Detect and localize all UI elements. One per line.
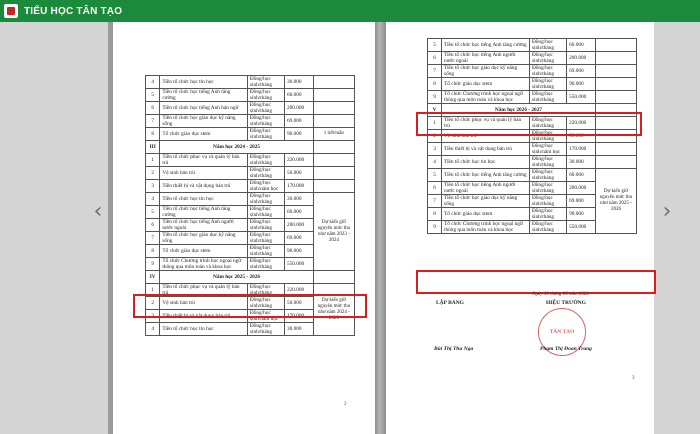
- row-number: 3: [146, 180, 160, 193]
- row-fee: 50.000: [567, 130, 596, 143]
- row-note: [313, 102, 354, 115]
- row-note: [595, 65, 636, 78]
- section-row: III Năm học 2024 - 2025: [146, 141, 355, 154]
- table-row: [146, 102, 355, 115]
- row-item: Tiền tổ chức học tiếng Anh người nước ngoài: [442, 182, 530, 195]
- row-unit: Đồng/học sinh/tháng: [529, 39, 566, 52]
- row-fee: 60.000: [567, 39, 596, 52]
- row-number: 6: [428, 52, 442, 65]
- row-item: Tổ chức Chương trình học ngoại ngữ thông qua môn toán và khoa học: [442, 221, 530, 234]
- row-number: 8: [428, 208, 442, 221]
- row-fee: 90.000: [284, 245, 313, 258]
- row-item: Tiền tổ chức học tiếng Anh người nước ngoài: [442, 52, 530, 65]
- row-number: 9: [428, 221, 442, 234]
- table-row: [428, 169, 637, 182]
- row-number: 3: [146, 310, 160, 323]
- row-item: Tiền tổ chức phục vụ và quản lý bán trú: [442, 117, 530, 130]
- row-note: [595, 52, 636, 65]
- principal-name: Phạm Thị Đoan Trang: [540, 346, 592, 352]
- table-row: [146, 154, 355, 167]
- table-row: [428, 39, 637, 52]
- highlight-box: [416, 112, 642, 136]
- row-unit: Đồng/học sinh/tháng: [247, 102, 284, 115]
- row-note: [595, 91, 636, 104]
- row-fee: 220.000: [284, 154, 313, 167]
- row-fee: 550.000: [567, 221, 596, 234]
- row-item: Vệ sinh bán trú: [442, 130, 530, 143]
- row-note: [313, 154, 354, 167]
- row-unit: Đồng/học sinh/tháng: [529, 169, 566, 182]
- row-unit: Đồng/học sinh/tháng: [529, 195, 566, 208]
- row-fee: 90.000: [567, 208, 596, 221]
- site-title[interactable]: TIỂU HỌC TÂN TẠO: [24, 5, 123, 17]
- row-note: 1 tiết/tuần: [313, 128, 354, 141]
- row-number: 5: [428, 39, 442, 52]
- row-number: 9: [146, 258, 160, 271]
- row-fee: 30.000: [284, 323, 313, 336]
- row-number: 4: [428, 156, 442, 169]
- row-item: Tổ chức giáo dục stem: [442, 78, 530, 91]
- row-item: Tổ chức Chương trình học ngoại ngữ thông qua môn toán và khoa học: [160, 258, 248, 271]
- preparer-title: LẬP BẢNG: [436, 300, 464, 306]
- site-header: [0, 0, 700, 22]
- row-unit: Đồng/học sinh/tháng: [529, 117, 566, 130]
- row-number: 8: [146, 245, 160, 258]
- row-fee: 50.000: [284, 297, 313, 310]
- row-number: 1: [428, 117, 442, 130]
- row-number: 2: [146, 297, 160, 310]
- row-number: 7: [146, 115, 160, 128]
- row-note: Dự kiến giữ nguyên mức thu như năm 2025 - 2026: [595, 169, 636, 234]
- highlight-box: [416, 270, 656, 294]
- row-item: Tiền tổ chức học tin học: [442, 156, 530, 169]
- table-row: [146, 167, 355, 180]
- row-unit: Đồng/học sinh/năm học: [247, 310, 284, 323]
- row-item: Vệ sinh bán trú: [160, 167, 248, 180]
- row-fee: 170.000: [284, 310, 313, 323]
- row-fee: 200.000: [284, 102, 313, 115]
- row-fee: 220.000: [284, 284, 313, 297]
- row-item: Vệ sinh bán trú: [160, 297, 248, 310]
- row-note: [595, 156, 636, 169]
- row-item: Tiền tổ chức phục vụ và quản lý bán trú: [160, 154, 248, 167]
- row-fee: 200.000: [284, 219, 313, 232]
- row-note: [313, 180, 354, 193]
- row-item: Tiền tổ chức học tiếng Anh bản ngữ: [160, 102, 248, 115]
- row-unit: Đồng/học sinh/tháng: [529, 130, 566, 143]
- table-row: [146, 128, 355, 141]
- row-fee: 50.000: [284, 167, 313, 180]
- row-number: 6: [146, 219, 160, 232]
- row-item: Tiền thiết bị và vật dụng bán trú: [442, 143, 530, 156]
- row-item: Tiền tổ chức học giáo dục kỹ năng sống: [442, 65, 530, 78]
- row-fee: 60.000: [284, 89, 313, 102]
- row-unit: Đồng/học sinh/tháng: [529, 182, 566, 195]
- row-unit: Đồng/học sinh/năm học: [529, 143, 566, 156]
- row-unit: Đồng/học sinh/tháng: [529, 156, 566, 169]
- row-unit: Đồng/học sinh/tháng: [247, 258, 284, 271]
- page-number: 2: [344, 402, 347, 407]
- row-number: 5: [146, 89, 160, 102]
- row-fee: 200.000: [567, 182, 596, 195]
- highlight-box: [133, 294, 367, 318]
- row-item: Tiền tổ chức học tin học: [160, 76, 248, 89]
- row-fee: 200.000: [567, 52, 596, 65]
- row-item: Tổ chức giáo dục stem: [160, 245, 248, 258]
- row-unit: Đồng/học sinh/tháng: [247, 128, 284, 141]
- row-fee: 69.000: [284, 115, 313, 128]
- row-number: 1: [146, 154, 160, 167]
- row-item: Tổ chức giáo dục stem: [160, 128, 248, 141]
- row-unit: Đồng/học sinh/tháng: [529, 221, 566, 234]
- row-fee: 30.000: [284, 193, 313, 206]
- table-row: [146, 193, 355, 206]
- fee-table-right: [427, 38, 637, 234]
- table-row: [146, 76, 355, 89]
- row-unit: Đồng/học sinh/tháng: [247, 167, 284, 180]
- row-item: Tiền tổ chức học tiếng Anh tăng cường: [160, 206, 248, 219]
- row-unit: Đồng/học sinh/tháng: [247, 232, 284, 245]
- signature-date: Ngày 30 tháng 06 năm 2024: [532, 292, 589, 297]
- principal-title: HIỆU TRƯỞNG: [546, 300, 586, 306]
- row-unit: Đồng/học sinh/tháng: [247, 154, 284, 167]
- official-stamp: TÂN TẠO: [538, 308, 586, 356]
- table-row: [146, 115, 355, 128]
- row-unit: Đồng/học sinh/tháng: [529, 208, 566, 221]
- row-fee: 220.000: [567, 117, 596, 130]
- table-row: [428, 65, 637, 78]
- row-number: 6: [428, 182, 442, 195]
- row-number: 7: [428, 65, 442, 78]
- row-number: 3: [428, 143, 442, 156]
- row-unit: Đồng/học sinh/tháng: [247, 245, 284, 258]
- row-fee: 30.000: [567, 156, 596, 169]
- row-item: Tiền tổ chức học tin học: [160, 323, 248, 336]
- row-unit: Đồng/học sinh/năm học: [247, 180, 284, 193]
- row-unit: Đồng/học sinh/tháng: [247, 115, 284, 128]
- section-row: V Năm học 2026 - 2027: [428, 104, 637, 117]
- chevron-right-icon[interactable]: ›: [662, 199, 672, 224]
- table-row: [146, 180, 355, 193]
- row-number: 7: [146, 232, 160, 245]
- section-row: IV Năm học 2025 - 2026: [146, 271, 355, 284]
- row-unit: Đồng/học sinh/tháng: [247, 76, 284, 89]
- chevron-left-icon[interactable]: ‹: [93, 199, 103, 224]
- table-row: [428, 52, 637, 65]
- row-number: 2: [146, 167, 160, 180]
- row-unit: Đồng/học sinh/tháng: [247, 323, 284, 336]
- row-note: [595, 39, 636, 52]
- row-unit: Đồng/học sinh/tháng: [247, 219, 284, 232]
- row-fee: 170.000: [567, 143, 596, 156]
- row-fee: 69.000: [567, 65, 596, 78]
- row-fee: 90.000: [567, 78, 596, 91]
- row-note: [595, 143, 636, 156]
- row-item: Tổ chức giáo dục stem: [442, 208, 530, 221]
- table-row: [428, 78, 637, 91]
- row-fee: 90.000: [284, 128, 313, 141]
- row-item: Tổ chức Chương trình học ngoại ngữ thông qua môn toán và khoa học: [442, 91, 530, 104]
- row-number: 8: [428, 78, 442, 91]
- row-note: [595, 78, 636, 91]
- row-item: Tiền tổ chức học giáo dục kỹ năng sống: [160, 232, 248, 245]
- row-item: Tiền tổ chức học tin học: [160, 193, 248, 206]
- row-note: [313, 89, 354, 102]
- row-number: 4: [146, 76, 160, 89]
- row-number: 6: [146, 102, 160, 115]
- row-item: Tiền thiết bị và vật dụng bán trú: [160, 310, 248, 323]
- table-row: [428, 91, 637, 104]
- table-row: [146, 89, 355, 102]
- row-unit: Đồng/học sinh/tháng: [247, 284, 284, 297]
- school-logo-icon[interactable]: [4, 4, 18, 18]
- row-item: Tiền tổ chức học tiếng Anh tăng cường: [442, 39, 530, 52]
- row-unit: Đồng/học sinh/tháng: [247, 206, 284, 219]
- row-fee: 30.000: [284, 76, 313, 89]
- row-number: 5: [146, 206, 160, 219]
- row-fee: 170.000: [284, 180, 313, 193]
- table-row: [428, 143, 637, 156]
- row-unit: Đồng/học sinh/tháng: [529, 65, 566, 78]
- row-fee: 550.000: [284, 258, 313, 271]
- row-item: Tiền tổ chức học tiếng Anh người nước ngoài: [160, 219, 248, 232]
- table-row: [428, 156, 637, 169]
- row-fee: 69.000: [284, 232, 313, 245]
- page-number: 3: [632, 376, 635, 381]
- row-number: 1: [146, 284, 160, 297]
- row-item: Tiền tổ chức phục vụ và quản lý bán trú: [160, 284, 248, 297]
- row-number: 5: [428, 169, 442, 182]
- row-number: 7: [428, 195, 442, 208]
- row-number: 2: [428, 130, 442, 143]
- row-note: [313, 76, 354, 89]
- row-number: 8: [146, 128, 160, 141]
- row-item: Tiền tổ chức học giáo dục kỹ năng sống: [442, 195, 530, 208]
- row-unit: Đồng/học sinh/tháng: [247, 89, 284, 102]
- row-note: Dự kiến giữ nguyên mức thu như năm 2024 - 2025: [313, 284, 354, 336]
- row-item: Tiền tổ chức học tiếng Anh tăng cường: [160, 89, 248, 102]
- row-item: Tiền thiết bị và vật dụng bán trú: [160, 180, 248, 193]
- row-unit: Đồng/học sinh/tháng: [529, 52, 566, 65]
- row-note: Dự kiến giữ nguyên mức thu như năm 2023 - 2024: [313, 193, 354, 271]
- preparer-name: Bùi Thị Thu Nga: [434, 346, 474, 352]
- row-note: [313, 115, 354, 128]
- row-item: Tiền tổ chức học giáo dục kỹ năng sống: [160, 115, 248, 128]
- row-fee: 60.000: [284, 206, 313, 219]
- row-number: 4: [146, 323, 160, 336]
- row-unit: Đồng/học sinh/tháng: [529, 91, 566, 104]
- row-unit: Đồng/học sinh/tháng: [529, 78, 566, 91]
- row-fee: 60.000: [567, 169, 596, 182]
- row-fee: 69.000: [567, 195, 596, 208]
- book-spine: [375, 22, 386, 434]
- row-number: 9: [428, 91, 442, 104]
- row-note: [313, 167, 354, 180]
- row-unit: Đồng/học sinh/tháng: [247, 297, 284, 310]
- row-unit: Đồng/học sinh/tháng: [247, 193, 284, 206]
- row-number: 4: [146, 193, 160, 206]
- row-item: Tiền tổ chức học tiếng Anh tăng cường: [442, 169, 530, 182]
- row-fee: 550.000: [567, 91, 596, 104]
